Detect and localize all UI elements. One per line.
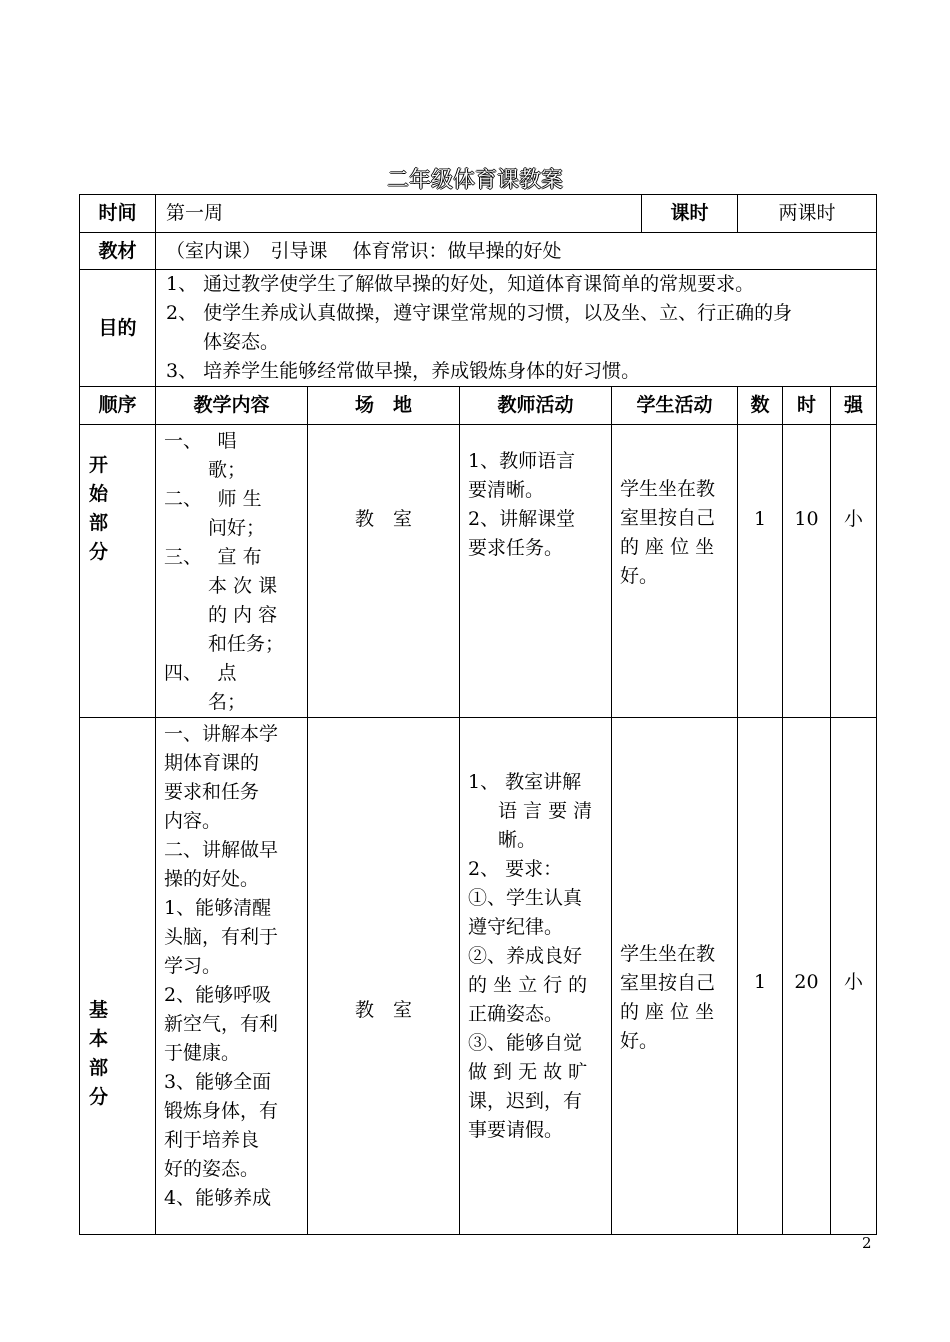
section-intensity: 小 <box>831 425 877 718</box>
section-count: 1 <box>738 425 783 718</box>
section-time: 10 <box>783 425 831 718</box>
section-content: 一、讲解本学 期体育课的 要求和任务 内容。 二、讲解做早 操的好处。 1、能够清醒 头脑，有利于 学习。 2、能够呼吸 新空气，有利 于健康。 3、能够全面 锻炼身体，有 利于培养良 好的姿态。 4、能够养成 <box>156 718 308 1235</box>
goal-line: 体姿态。 <box>203 331 280 353</box>
section-time: 20 <box>783 718 831 1235</box>
section-teacher: 1、 教室讲解 语 言 要 清 晰。 2、 要求： ①、学生认真 遵守纪律。 ②、养成良好 的 坐 立 行 的 正确姿态。 ③、能够自觉 做 到 无 故 旷 课，迟到，有 事要请假。 <box>460 718 612 1235</box>
period-value: 两课时 <box>738 195 877 233</box>
lesson-plan-table <box>79 194 877 1235</box>
document-title: 二年级体育课教案 <box>386 168 563 193</box>
section-venue: 教 室 <box>308 718 460 1235</box>
period-label: 课时 <box>642 195 738 233</box>
col-content: 教学内容 <box>156 387 308 425</box>
time-label: 时间 <box>80 195 156 233</box>
page-number: 2 <box>862 1234 872 1252</box>
goal-line: 2、 使学生养成认真做操，遵守课堂常规的习惯，以及坐、立、行正确的身 <box>166 302 793 324</box>
col-time: 时 <box>783 387 831 425</box>
section-student: 学生坐在教 室里按自己 的 座 位 坐 好。 <box>612 718 738 1235</box>
material-value: （室内课） 引导课 体育常识：做早操的好处 <box>156 233 877 270</box>
goal-cell <box>156 270 877 387</box>
material-label: 教材 <box>80 233 156 270</box>
section-row-basic <box>80 718 877 1235</box>
section-intensity: 小 <box>831 718 877 1235</box>
section-name: 开 始 部 分 <box>80 425 156 718</box>
col-count: 数 <box>738 387 783 425</box>
time-row <box>80 195 877 233</box>
col-intensity: 强 <box>831 387 877 425</box>
col-teacher: 教师活动 <box>460 387 612 425</box>
time-value: 第一周 <box>156 195 642 233</box>
section-content: 一、 唱 歌； 二、 师 生 问好； 三、 宣 布 本 次 课 的 内 容 和任务； 四、 点 名； <box>156 425 308 718</box>
goal-line: 3、 培养学生能够经常做早操，养成锻炼身体的好习惯。 <box>166 360 641 382</box>
section-name: 基 本 部 分 <box>80 718 156 1235</box>
section-venue: 教 室 <box>308 425 460 718</box>
col-order: 顺序 <box>80 387 156 425</box>
section-row-start <box>80 425 877 718</box>
column-header-row <box>80 387 877 425</box>
col-venue: 场 地 <box>308 387 460 425</box>
col-student: 学生活动 <box>612 387 738 425</box>
material-row <box>80 233 877 270</box>
goal-row <box>80 270 877 387</box>
section-count: 1 <box>738 718 783 1235</box>
goal-line: 1、 通过教学使学生了解做早操的好处，知道体育课简单的常规要求。 <box>166 273 755 295</box>
section-teacher: 1、教师语言 要清晰。 2、讲解课堂 要求任务。 <box>460 425 612 718</box>
section-student: 学生坐在教 室里按自己 的 座 位 坐 好。 <box>612 425 738 718</box>
goal-label: 目的 <box>80 270 156 387</box>
